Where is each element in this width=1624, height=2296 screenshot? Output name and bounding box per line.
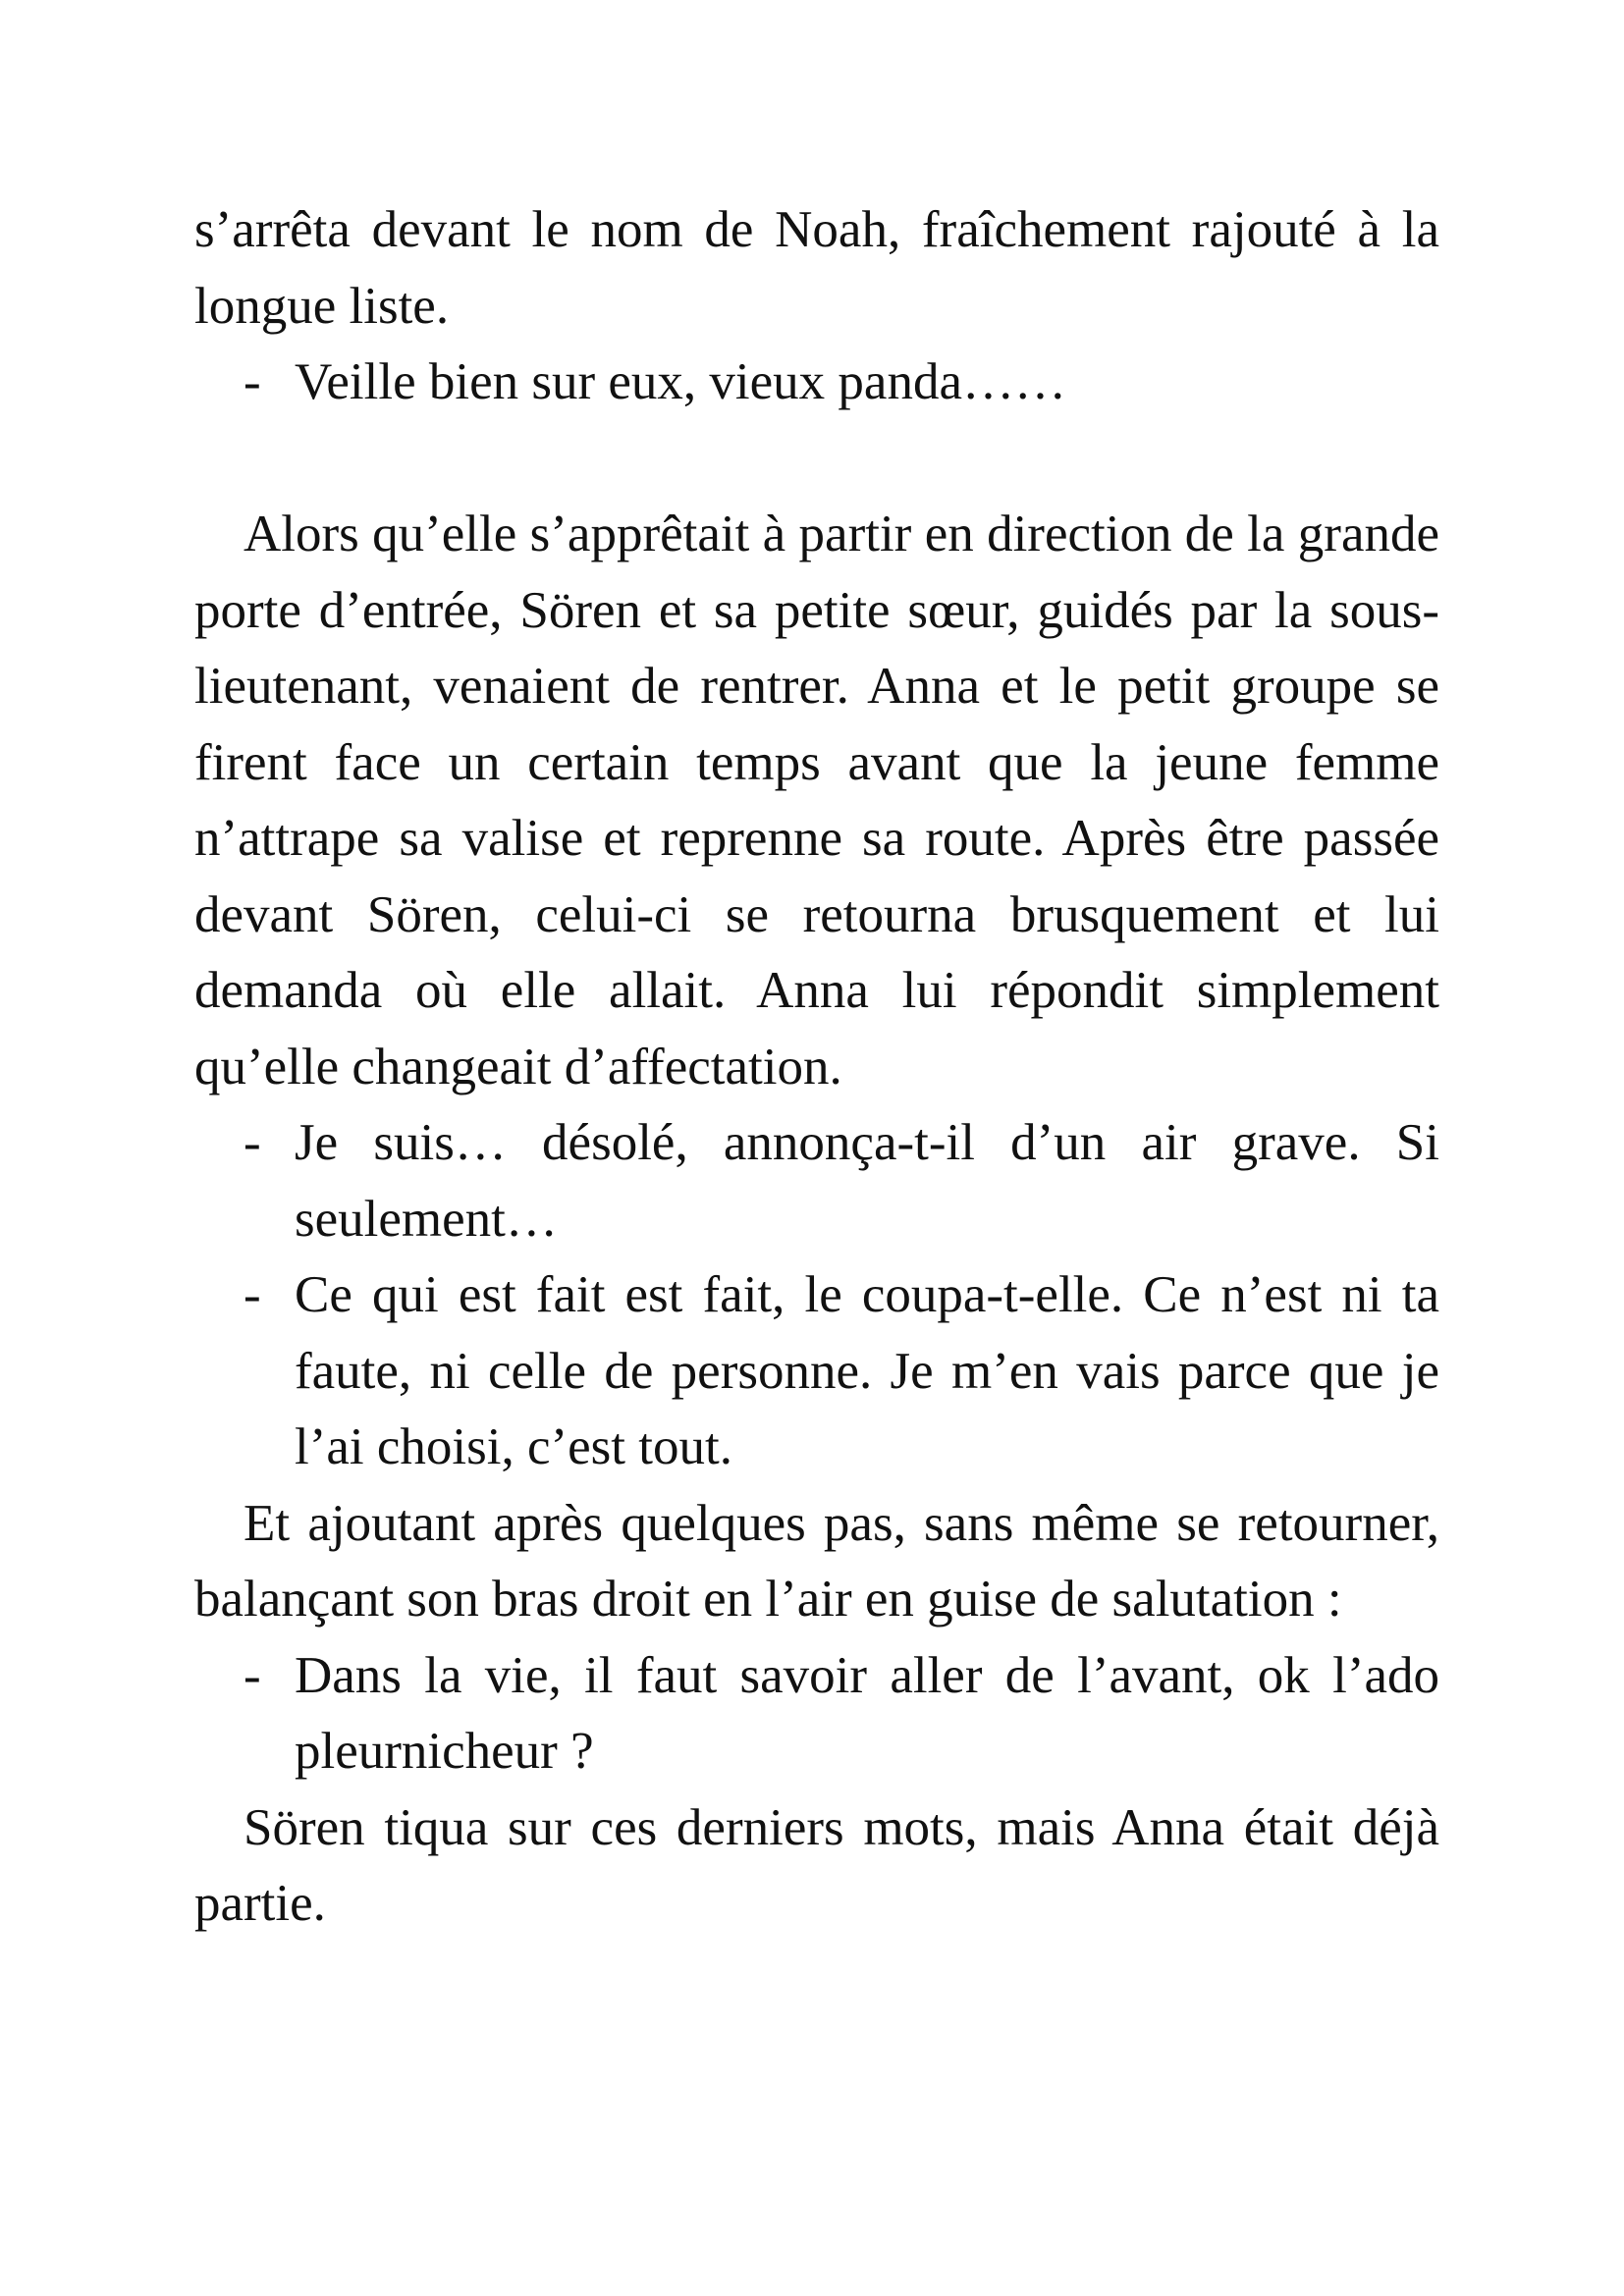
dialogue-text: Dans la vie, il faut savoir aller de l’avant, ok l’ado pleurnicheur ?	[295, 1646, 1439, 1780]
dialogue-dash: -	[244, 1266, 261, 1323]
document-page	[194, 192, 1439, 1943]
dialogue-text: Ce qui est fait est fait, le coupa-t-elle. Ce n’est ni ta faute, ni celle de personne. Je m’en vais parce que je l’ai choisi, c’est tout.	[295, 1266, 1439, 1475]
paragraph-4: Sören tiqua sur ces derniers mots, mais Anna était déjà partie.	[194, 1798, 1439, 1932]
dialogue-text: Veille bien sur eux, vieux panda……	[295, 353, 1066, 410]
blank-line	[194, 421, 1439, 498]
dialogue-line-1	[194, 345, 1439, 421]
dialogue-line-3	[194, 1257, 1439, 1486]
dialogue-dash: -	[244, 1114, 261, 1171]
paragraph-2: Alors qu’elle s’apprêtait à partir en direction de la grande porte d’entrée, Sören et sa petite sœur, guidés par la sous-lieutenant, venaient de rentrer. Anna et le petit groupe se firent face un certain temps avant que la jeune femme n’attrape sa valise et reprenne sa route. Après être passée devant Sören, celui-ci se retourna brusquement et lui demanda où elle allait. Anna lui répondit simplement qu’elle changeait d’affectation.	[194, 506, 1439, 1095]
dialogue-text: Je suis… désolé, annonça-t-il d’un air grave. Si seulement…	[295, 1114, 1439, 1248]
dialogue-dash: -	[244, 353, 261, 410]
paragraph-3: Et ajoutant après quelques pas, sans même se retourner, balançant son bras droit en l’air en guise de salutation :	[194, 1494, 1439, 1628]
paragraph-1: s’arrêta devant le nom de Noah, fraîchement rajouté à la longue liste.	[194, 201, 1439, 335]
dialogue-line-4	[194, 1638, 1439, 1790]
dialogue-dash: -	[244, 1646, 261, 1704]
dialogue-line-2	[194, 1105, 1439, 1257]
